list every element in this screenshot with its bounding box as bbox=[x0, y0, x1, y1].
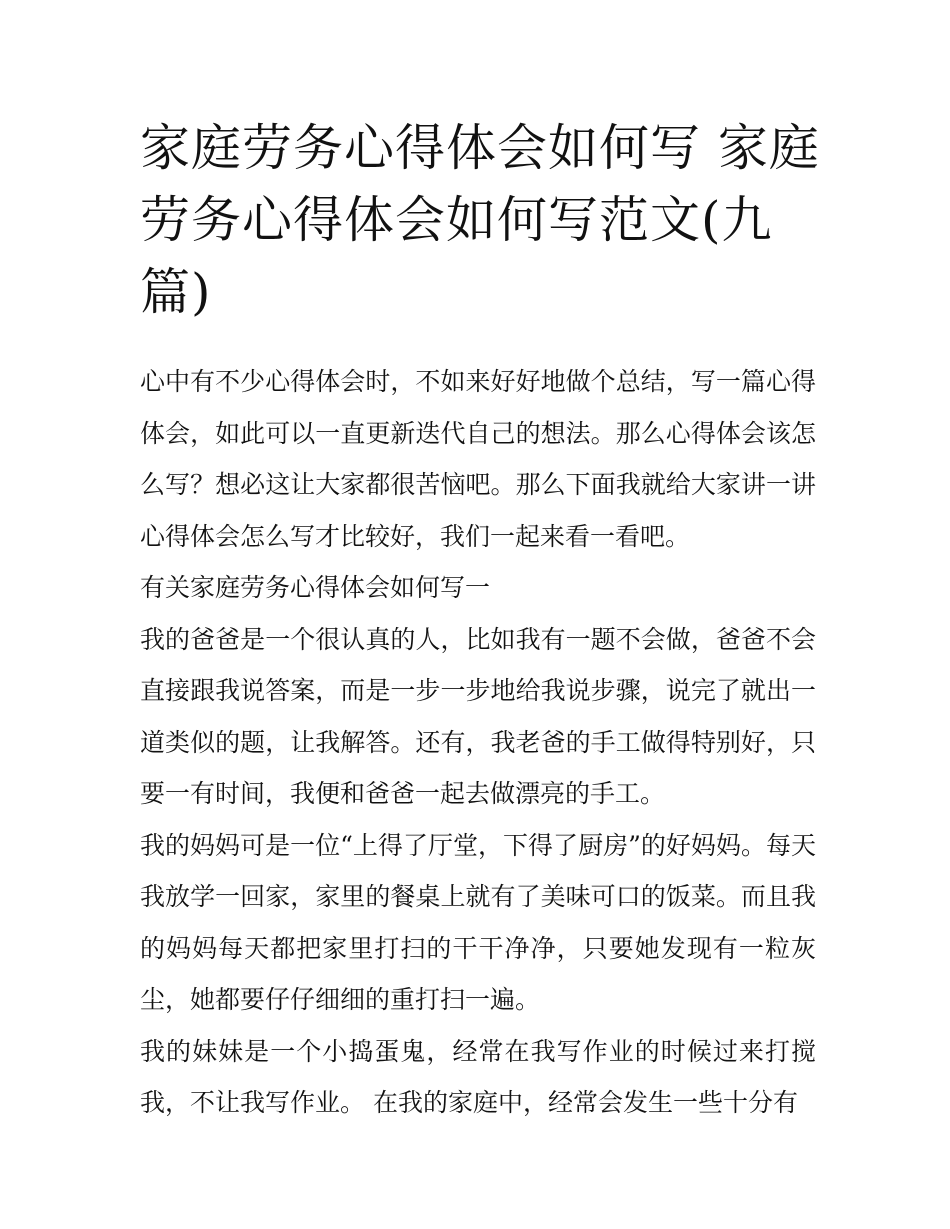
paragraph-mother: 我的妈妈可是一位“上得了厅堂，下得了厨房”的好妈妈。每天我放学一回家，家里的餐桌上就有了美味可口的饭菜。而且我的妈妈每天都把家里打扫的干干净净，只要她发现有一粒灰尘，她都要仔仔细细的重打扫一遍。 bbox=[140, 830, 816, 1014]
paragraph-sister: 我的妹妹是一个小捣蛋鬼，经常在我写作业的时候过来打搅我，不让我写作业。 在我的家庭中，经常会发生一些十分有 bbox=[140, 1036, 816, 1117]
intro-paragraph: 心中有不少心得体会时，不如来好好地做个总结，写一篇心得体会，如此可以一直更新迭代自己的想法。那么心得体会该怎么写？想必这让大家都很苦恼吧。那么下面我就给大家讲一讲心得体会怎么写才比较好，我们一起来看一看吧。 bbox=[140, 367, 816, 551]
document-title: 家庭劳务心得体会如何写 家庭劳务心得体会如何写范文(九篇) bbox=[140, 119, 820, 321]
section-heading: 有关家庭劳务心得体会如何写一 bbox=[140, 573, 491, 602]
paragraph-father: 我的爸爸是一个很认真的人，比如我有一题不会做，爸爸不会直接跟我说答案，而是一步一步地给我说步骤，说完了就出一道类似的题，让我解答。还有，我老爸的手工做得特别好，只要一有时间，我便和爸爸一起去做漂亮的手工。 bbox=[140, 624, 816, 808]
document-body bbox=[140, 356, 816, 1129]
